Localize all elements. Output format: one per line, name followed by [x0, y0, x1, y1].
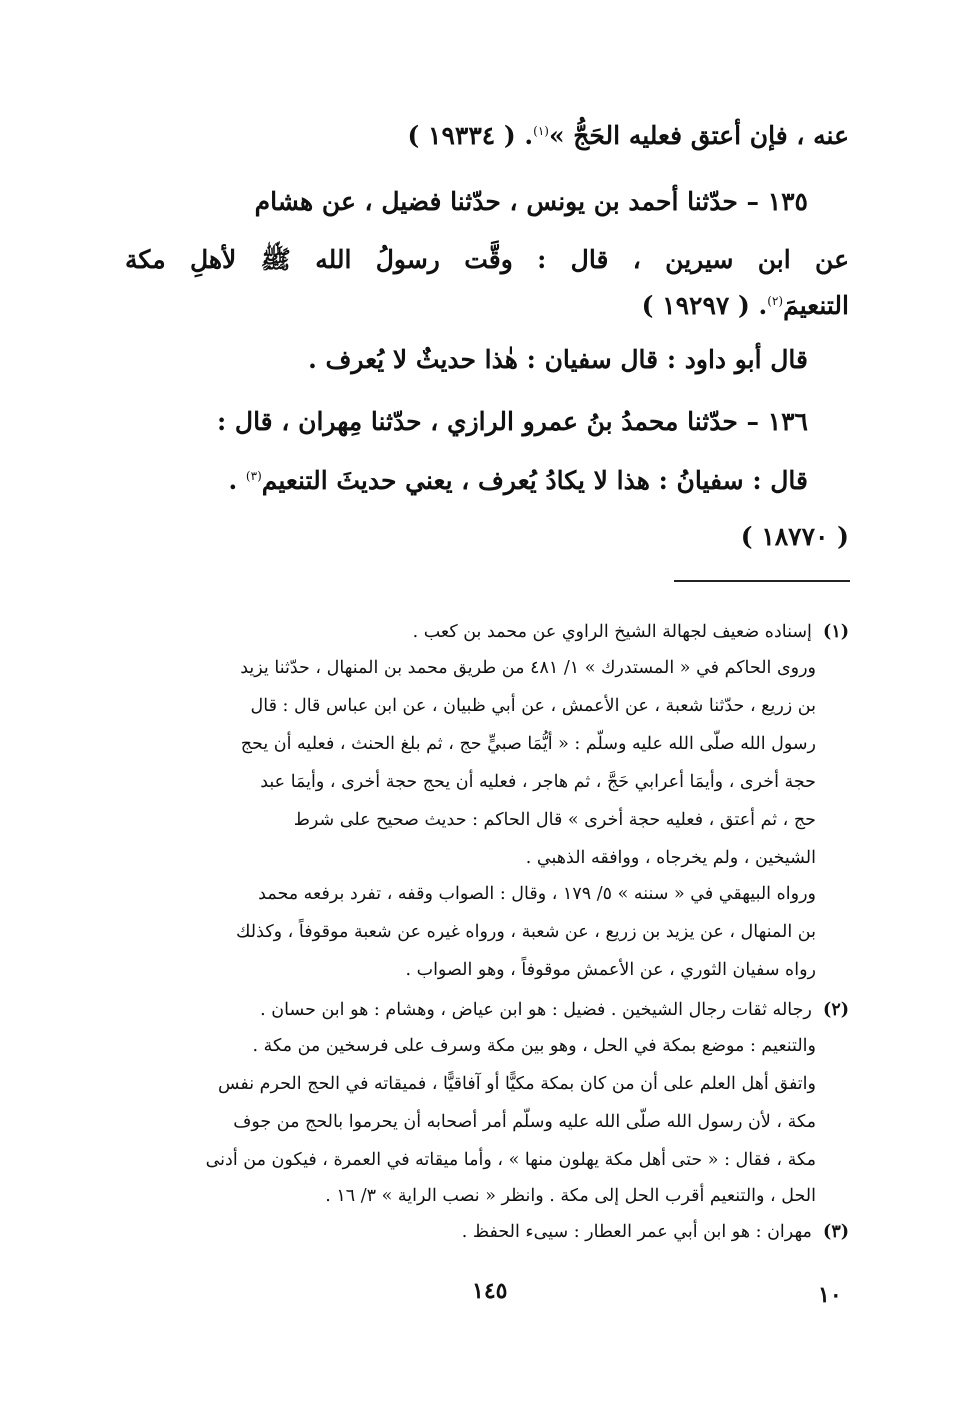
footnote-line: (٣) مهران : هو ابن أبي عمر العطار : سيىء الحفظ . [461, 1222, 849, 1242]
main-line: عن ابن سيرين ، قال : وقَّت رسولُ الله ﷺ لأهلِ مكة [125, 245, 849, 274]
footnote-line: حجة أخرى ، وأيمَا أعرابي حَجَّ ، ثم هاجر ، فعليه أن يحج حجة أخرى ، وأيمَا عبد [260, 772, 816, 792]
footnote-line: بن المنهال ، عن يزيد بن زريع ، عن شعبة ، ورواه غيره عن شعبة موقوفاً ، وكذلك [236, 922, 816, 942]
main-line: قال : سفيانُ : هذا لا يكادُ يُعرف ، يعني حديثَ التنعيم$^{(٣)}$ . [228, 466, 808, 495]
signature-mark: ١٠ [818, 1282, 842, 1308]
footnote-line: ورواه البيهقي في « سننه » ٥/ ١٧٩ ، وقال : الصواب وقفه ، تفرد برفعه محمد [258, 884, 816, 904]
main-line-hadith-136: ١٣٦ – حدّثنا محمدُ بنُ عمرو الرازي ، حدّثنا مِهران ، قال : [216, 407, 808, 436]
footnote-line: رسول الله صلّى الله عليه وسلّم : « أيُّمَا صبيٍّ حج ، ثم بلغ الحنث ، فعليه أن يحج [240, 734, 816, 754]
footnote-line: مكة ، لأن رسول الله صلّى الله عليه وسلّم أمر أصحابه أن يحرموا بالحج من جوف [233, 1112, 816, 1132]
footnote-line: (٢) رجاله ثقات رجال الشيخين . فضيل : هو ابن عياض ، وهشام : هو ابن حسان . [260, 1000, 849, 1020]
main-line: التنعيمَ$^{(٢)}$. ( ١٩٢٩٧ ) [641, 291, 849, 320]
main-line: عنه ، فإن أعتق فعليه الحَجُّ »$^{(١)}$. ( ١٩٣٣٤ ) [407, 121, 849, 150]
main-line: ( ١٨٧٧٠ ) [740, 522, 849, 551]
footnote-line: واتفق أهل العلم على أن من كان بمكة مكيًّا أو آفاقيًّا ، فميقاته في الحج الحرم نفس [218, 1074, 816, 1094]
footnote-line: الحل ، والتنعيم أقرب الحل إلى مكة . وانظر « نصب الراية » ٣/ ١٦ . [325, 1186, 816, 1206]
footnote-line: (١) إسناده ضعيف لجهالة الشيخ الراوي عن محمد بن كعب . [412, 622, 849, 642]
footnote-line: حج ، ثم أعتق ، فعليه حجة أخرى » قال الحاكم : حديث صحيح على شرط [293, 810, 816, 830]
footnote-line: وروى الحاكم في « المستدرك » ١/ ٤٨١ من طريق محمد بن المنهال ، حدّثنا يزيد [240, 658, 816, 678]
footnote-separator [674, 580, 850, 582]
page-number: ١٤٥ [472, 1278, 508, 1304]
footnote-line: رواه سفيان الثوري ، عن الأعمش موقوفاً ، وهو الصواب . [405, 960, 816, 980]
footnote-line: والتنعيم : موضع بمكة في الحل ، وهو بين مكة وسرف على فرسخين من مكة . [252, 1036, 816, 1056]
footnote-line: الشيخين ، ولم يخرجاه ، ووافقه الذهبي . [525, 848, 816, 868]
footnote-line: بن زريع ، حدّثنا شعبة ، عن الأعمش ، عن أبي ظبيان ، عن ابن عباس قال : قال [250, 696, 816, 716]
main-line-hadith-135: ١٣٥ – حدّثنا أحمد بن يونس ، حدّثنا فضيل ، عن هشام [254, 187, 808, 216]
main-line: قال أبو داود : قال سفيان : هٰذا حديثٌ لا يُعرف . [308, 345, 808, 374]
footnote-line: مكة ، فقال : « حتى أهل مكة يهلون منها » ، وأما ميقاته في العمرة ، فيكون من أدنى [205, 1150, 816, 1170]
